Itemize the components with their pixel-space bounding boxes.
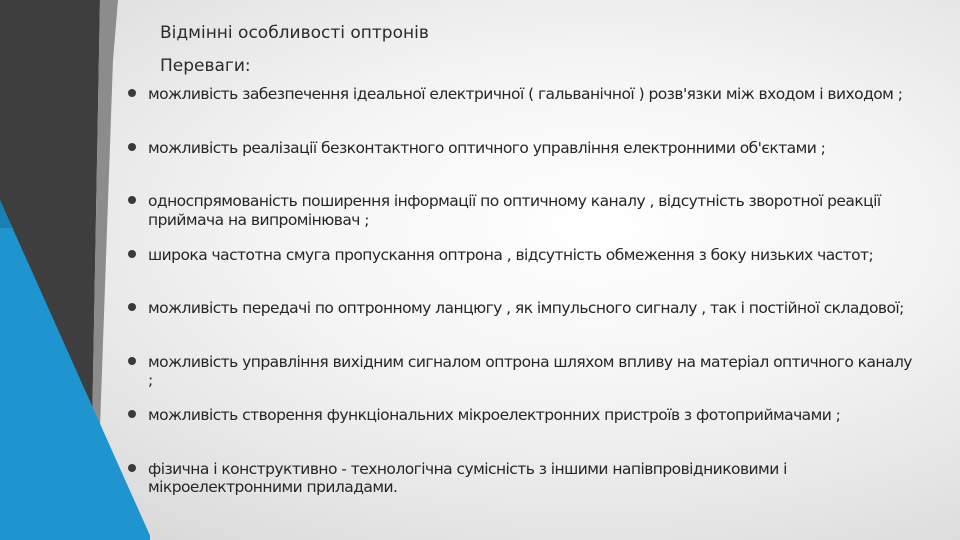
list-item-text: можливість створення функціональних мікроелектронних пристроїв з фотоприймачами ; bbox=[148, 406, 841, 424]
bullet-icon bbox=[128, 143, 136, 151]
list-item bbox=[128, 84, 918, 138]
list-item-text: односпрямованість поширення інформації по оптичному каналу , відсутність зворотної реакції приймача на випромінювач ; bbox=[148, 192, 881, 229]
bullet-icon bbox=[128, 357, 136, 365]
list-item-text: можливість реалізації безконтактного оптичного управління електронними об'єктами ; bbox=[148, 138, 826, 157]
list-item-text: фізична і конструктивно - технологічна сумісність з іншими напівпровідниковими і мікроелектронними приладами. bbox=[148, 459, 787, 496]
list-item bbox=[128, 138, 918, 192]
list-item bbox=[128, 191, 918, 245]
list-item bbox=[128, 459, 918, 513]
slide-title: Відмінні особливості оптронів bbox=[160, 23, 429, 43]
bullet-icon bbox=[128, 464, 136, 472]
bullet-icon bbox=[128, 196, 136, 204]
list-item-text: можливість забезпечення ідеальної електричної ( гальванічної ) розв'язки між входом і виходом ; bbox=[148, 85, 903, 103]
bullet-icon bbox=[128, 410, 136, 418]
list-item bbox=[128, 245, 918, 299]
advantages-list bbox=[128, 84, 918, 512]
section-heading: Переваги: bbox=[160, 56, 251, 76]
bullet-icon bbox=[128, 250, 136, 258]
list-item-text: широка частотна смуга пропускання оптрона , відсутність обмеження з боку низьких частот; bbox=[148, 245, 874, 264]
list-item bbox=[128, 298, 918, 352]
bullet-icon bbox=[128, 303, 136, 311]
list-item-text: можливість передачі по оптронному ланцюгу , як імпульсного сигналу , так і постійної складової; bbox=[148, 299, 904, 317]
list-item-text: можливість управління вихідним сигналом оптрона шляхом впливу на матеріал оптичного каналу ; bbox=[148, 352, 912, 389]
list-item bbox=[128, 352, 918, 406]
list-item bbox=[128, 405, 918, 459]
bullet-icon bbox=[128, 89, 136, 97]
